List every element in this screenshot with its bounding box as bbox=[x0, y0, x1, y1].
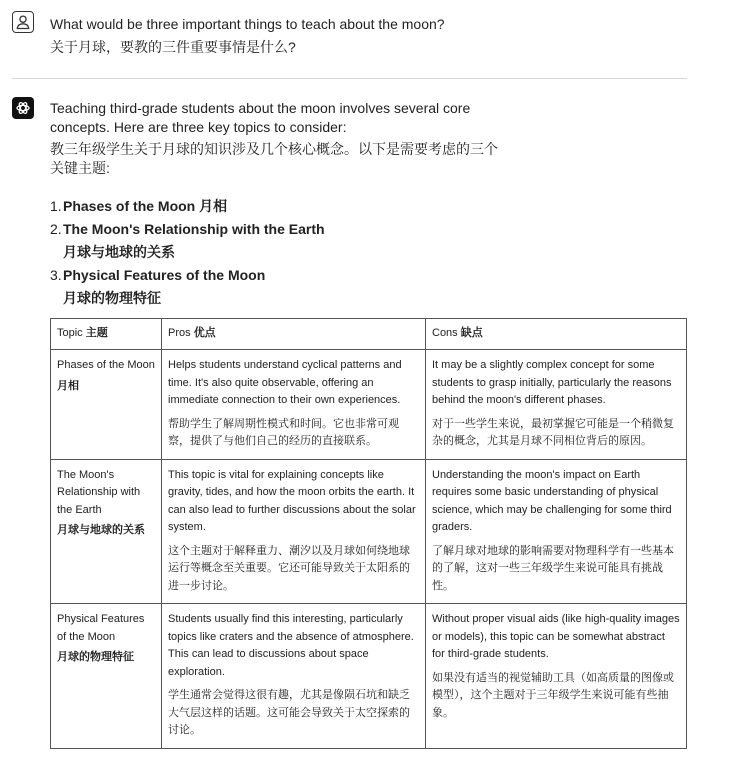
list-item-number: 2. bbox=[50, 221, 62, 237]
cons-en: Without proper visual aids (like high-quality images or models), this topic can be somewhat abstract for third-grade students. bbox=[432, 613, 680, 660]
topic-zh: 月相 bbox=[57, 379, 79, 392]
header-cons-en: Cons bbox=[432, 327, 458, 340]
topic-cell bbox=[51, 350, 162, 460]
cons-zh: 了解月球对地球的影响需要对物理科学有一些基本的了解，这对一些三年级学生来说可能具有挑战性。 bbox=[432, 544, 674, 592]
header-pros bbox=[162, 319, 426, 350]
pros-en: This topic is vital for explaining concepts like gravity, tides, and how the moon orbits the earth. It can also lead to further discussions about the solar system. bbox=[168, 468, 416, 533]
message-divider bbox=[12, 78, 687, 79]
cons-en: Understanding the moon's impact on Earth requires some basic understanding of physical science, which may be challenging for some third graders. bbox=[432, 468, 672, 533]
list-item-number: 3. bbox=[50, 267, 62, 283]
pros-cell bbox=[162, 459, 426, 604]
header-cons-zh: 缺点 bbox=[460, 327, 483, 340]
list-item bbox=[50, 218, 510, 264]
topic-en: The Moon's Relationship with the Earth bbox=[57, 468, 141, 516]
user-avatar-icon bbox=[12, 11, 34, 33]
topic-cell bbox=[51, 459, 162, 604]
header-topic bbox=[51, 319, 162, 350]
topic-zh: 月球的物理特征 bbox=[57, 651, 134, 663]
key-topics-list bbox=[50, 195, 510, 310]
table-row bbox=[51, 604, 687, 749]
topics-table bbox=[50, 318, 687, 749]
topic-en: Physical Features of the Moon bbox=[57, 613, 145, 643]
cons-cell bbox=[426, 459, 687, 604]
list-item-title-zh: 月球的物理特征 bbox=[63, 290, 161, 306]
cons-zh: 如果没有适当的视觉辅助工具（如高质量的图像或模型），这个主题对于三年级学生来说可能有些抽象。 bbox=[432, 671, 674, 719]
assistant-logo-icon bbox=[12, 97, 34, 119]
table-header-row bbox=[51, 319, 687, 350]
user-question-zh: 关于月球，要教的三件重要事情是什么? bbox=[50, 39, 296, 55]
assistant-intro-zh: 教三年级学生关于月球的知识涉及几个核心概念。以下是需要考虑的三个关键主题: bbox=[50, 141, 498, 176]
header-pros-en: Pros bbox=[168, 327, 191, 340]
assistant-message bbox=[50, 99, 510, 310]
list-item bbox=[50, 195, 510, 218]
pros-zh: 这个主题对于解释重力、潮汐以及月球如何绕地球运行等概念至关重要。它还可能导致关于太阳系的进一步讨论。 bbox=[168, 544, 410, 592]
topic-en: Phases of the Moon bbox=[57, 359, 155, 371]
cons-cell bbox=[426, 350, 687, 460]
header-topic-en: Topic bbox=[57, 327, 83, 340]
header-topic-zh: 主题 bbox=[85, 327, 108, 340]
topic-zh: 月球与地球的关系 bbox=[57, 524, 145, 536]
list-item-title: The Moon's Relationship with the Earth bbox=[63, 221, 325, 237]
header-cons bbox=[426, 319, 687, 350]
user-question-en: What would be three important things to teach about the moon? bbox=[50, 16, 445, 32]
pros-cell bbox=[162, 604, 426, 749]
cons-zh: 对于一些学生来说，最初掌握它可能是一个稍微复杂的概念，尤其是月球不同相位背后的原因。 bbox=[432, 417, 674, 447]
pros-en: Students usually find this interesting, particularly topics like craters and the absence of atmosphere. This can lead to discussions about space exploration. bbox=[168, 613, 414, 678]
list-item-title-zh: 月球与地球的关系 bbox=[63, 244, 175, 260]
user-message bbox=[50, 13, 445, 59]
list-item bbox=[50, 264, 510, 310]
pros-zh: 学生通常会觉得这很有趣，尤其是像陨石坑和缺乏大气层这样的话题。这可能会导致关于太空探索的讨论。 bbox=[168, 689, 410, 736]
pros-en: Helps students understand cyclical patterns and time. It's also quite observable, offering an immediate connection to their own experiences. bbox=[168, 359, 402, 406]
pros-cell bbox=[162, 350, 426, 460]
list-item-title: Phases of the Moon 月相 bbox=[63, 198, 228, 214]
header-pros-zh: 优点 bbox=[193, 327, 216, 340]
cons-en: It may be a slightly complex concept for some students to grasp initially, particularly the reasons behind the moon's different phases. bbox=[432, 359, 672, 406]
table-row bbox=[51, 459, 687, 604]
table-row bbox=[51, 350, 687, 460]
list-item-number: 1. bbox=[50, 198, 62, 214]
list-item-title: Physical Features of the Moon bbox=[63, 267, 266, 283]
pros-zh: 帮助学生了解周期性模式和时间。它也非常可观察，提供了与他们自己的经历的直接联系。 bbox=[168, 417, 399, 447]
assistant-intro-en: Teaching third-grade students about the moon involves several core concepts. Here are three key topics to consider: bbox=[50, 100, 471, 135]
cons-cell bbox=[426, 604, 687, 749]
topic-cell bbox=[51, 604, 162, 749]
